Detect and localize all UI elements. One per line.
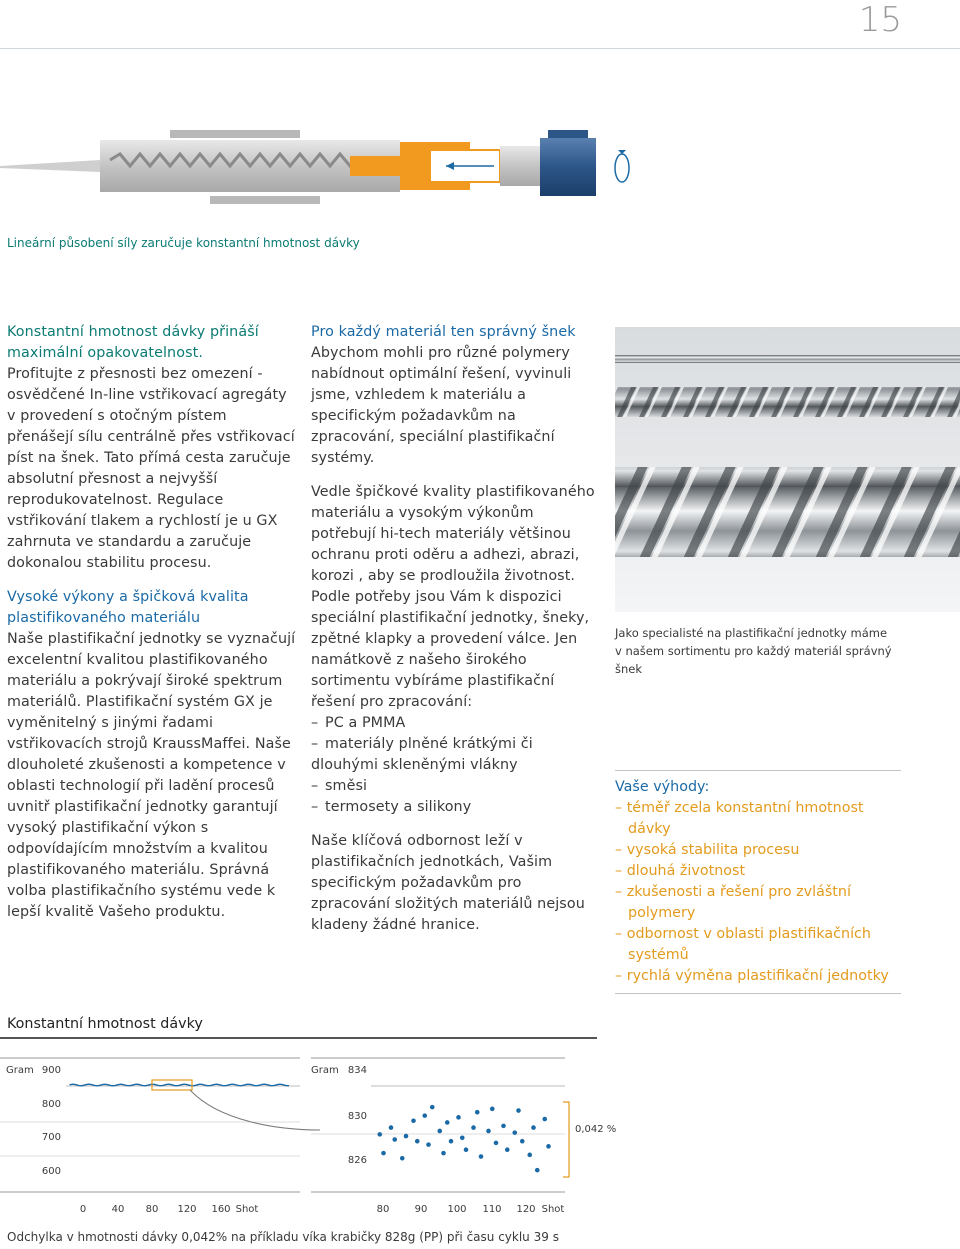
column1-para2: Naše plastifikační jednotky se vyznačují excelentní kvalitou plastifikovaného materiálu a pokrývají široké spektrum materiálů. Plastifikační systém GX je vyměnitelný s jinými řadami vstřikovacích strojů KraussMaffei. Naše dlouholeté zkušenosti a kompetence v oblasti technologií při ladění procesů uvnitř plastifikační jednotky garantují vysoký plastifikační výkon s odpovídajícím množstvím a kvalitou plastifikovaného materiálu. Správná volba plastifikačního systému vede k lepší kvalitě Vašeho produktu. (7, 631, 296, 920)
chart2-point (516, 1108, 521, 1113)
section-rule (0, 1037, 597, 1039)
chart1-ylabel: Gram (6, 1065, 34, 1076)
column-1 (7, 322, 297, 936)
chart2-point (505, 1147, 510, 1152)
advantages-title: Vaše výhody: (615, 779, 710, 795)
chart2-ytick: 830 (347, 1111, 367, 1122)
chart1-ytick: 900 (41, 1065, 61, 1076)
chart1-xtick: 40 (111, 1204, 125, 1215)
column2-heading1: Pro každý materiál ten správný šnek (311, 324, 576, 340)
chart2-point (546, 1144, 551, 1149)
chart2-point (475, 1110, 480, 1115)
chart2-xtick: 100 (447, 1204, 467, 1215)
chart2-point (404, 1134, 409, 1139)
chart-scatter-shot-weight (311, 1058, 616, 1215)
chart2-point (441, 1151, 446, 1156)
list-item: – směsi (311, 778, 368, 794)
chart2-point (490, 1107, 495, 1112)
chart2-xtick: 80 (376, 1204, 390, 1215)
chart2-point (464, 1147, 469, 1152)
chart2-point (415, 1139, 420, 1144)
chart1-xtick: 160 (211, 1204, 231, 1215)
chart1-ytick: 600 (41, 1166, 61, 1177)
chart2-point (501, 1124, 506, 1129)
chart2-ytick: 834 (347, 1065, 367, 1076)
bottom-caption: Odchylka v hmotnosti dávky 0,042% na příkladu víka krabičky 828g (PP) při času cyklu 39 s (7, 1230, 559, 1244)
chart2-point (535, 1168, 540, 1173)
chart2-xtick: 120 (516, 1204, 536, 1215)
chart2-xlabel: Shot (541, 1204, 565, 1215)
list-item: – PC a PMMA (311, 715, 406, 731)
chart2-range-bracket (563, 1102, 569, 1177)
chart1-connector (190, 1090, 320, 1130)
column1-heading2: Vysoké výkony a špičková kvalita plastifikovaného materiálu (7, 589, 249, 626)
chart2-xtick: 110 (482, 1204, 502, 1215)
chart2-point (527, 1153, 532, 1158)
chart2-annotation: 0,042 % (575, 1124, 617, 1135)
chart2-point (520, 1139, 525, 1144)
chart2-point (456, 1115, 461, 1120)
chart2-point (445, 1120, 450, 1125)
advantage-item: – téměř zcela konstantní hmotnost dávky (615, 800, 864, 837)
top-rule (0, 48, 960, 49)
list-item: – termosety a silikony (311, 799, 472, 815)
column1-para1: Profitujte z přesnosti bez omezení - osvědčené In-line vstřikovací agregáty v provedení s otočným pístem přenášejí sílu centrálně přes vstřikovací píst na šnek. Tato přímá cesta zaručuje absolutní přesnost a nejvyšší reprodukovatelnost. Regulace vstřikování tlakem a rychlostí je u GX zahrnuta ve standardu a zaručuje dokonalou stabilitu procesu. (7, 366, 295, 571)
rotary-motor (540, 138, 596, 196)
chart1-xtick: 120 (177, 1204, 197, 1215)
chart2-point (494, 1141, 499, 1146)
chart2-point (381, 1151, 386, 1156)
shot-weight-charts (0, 1052, 620, 1222)
chart1-xlabel: Shot (235, 1204, 259, 1215)
chart1-xtick: 0 (79, 1204, 87, 1215)
materials-list (311, 713, 596, 818)
chart2-ylabel: Gram (311, 1065, 339, 1076)
chart2-point (377, 1132, 382, 1137)
chart1-xtick: 80 (145, 1204, 159, 1215)
nozzle-tip (0, 160, 100, 172)
chart2-point (392, 1137, 397, 1142)
advantage-item: – odbornost v oblasti plastifikačních systémů (615, 926, 871, 963)
rotation-arrow-icon (615, 150, 629, 182)
chart2-point (479, 1154, 484, 1159)
chart2-point (460, 1135, 465, 1140)
diagram-caption: Lineární působení síly zaručuje konstantní hmotnost dávky (7, 236, 360, 250)
chart2-point (449, 1139, 454, 1144)
advantage-item: – rychlá výměna plastifikační jednotky (615, 968, 889, 984)
chart2-point (531, 1125, 536, 1130)
chart2-point (426, 1142, 431, 1147)
chart2-ytick: 826 (347, 1155, 367, 1166)
column1-heading1: Konstantní hmotnost dávky přináší maximální opakovatelnost. (7, 324, 259, 361)
screw-photo (615, 327, 960, 612)
column2-para3: Naše klíčová odbornost leží v plastifikačních jednotkách, Vašim specifickým požadavkům pro zpracování složitých materiálů nejsou kladeny žádné hranice. (311, 833, 585, 933)
column-2 (311, 322, 596, 949)
advantages-box (615, 770, 901, 994)
injection-unit-diagram (0, 120, 660, 220)
chart2-point (542, 1117, 547, 1122)
advantage-item: – dlouhá životnost (615, 863, 746, 879)
chart2-point (422, 1113, 427, 1118)
image-caption: Jako specialisté na plastifikační jednotky máme v našem sortimentu pro každý materiál správný šnek (615, 626, 892, 676)
chart2-point (512, 1130, 517, 1135)
chart2-point (389, 1125, 394, 1130)
page-number: 15 (858, 0, 902, 40)
chart2-point (471, 1125, 476, 1130)
chart2-xtick: 90 (414, 1204, 428, 1215)
advantage-item: – vysoká stabilita procesu (615, 842, 800, 858)
chart-line-shot-weight (0, 1058, 320, 1215)
column2-para2: Vedle špičkové kvality plastifikovaného materiálu a vysokým výkonům potřebují hi-tech materiály většinou ochranu proti oděru a adhezi, abrazi, korozi , aby se prodloužila životnost. Podle potřeby jsou Vám k dispozici speciální plastifikační jednotky, šneky, zpětné klapky a provedení válce. Jen namátkově z našeho širokého sortimentu vybíráme plastifikační řešení pro zpracování: (311, 484, 595, 710)
advantage-item: – zkušenosti a řešení pro zvláštní polymery (615, 884, 851, 921)
chart1-ytick: 700 (41, 1132, 61, 1143)
chart2-point (400, 1156, 405, 1161)
chart2-point (411, 1118, 416, 1123)
list-item: – materiály plněné krátkými či dlouhými skleněnými vlákny (311, 736, 533, 773)
chart2-point (430, 1105, 435, 1110)
section-title: Konstantní hmotnost dávky (7, 1016, 203, 1032)
column2-para1: Abychom mohli pro různé polymery nabídnout optimální řešení, vyvinuli jsme, vzhledem k materiálu a specifickým požadavkům na zpracování, speciální plastifikační systémy. (311, 345, 572, 466)
chart2-point (486, 1129, 491, 1134)
chart1-ytick: 800 (41, 1099, 61, 1110)
chart2-point (437, 1129, 442, 1134)
